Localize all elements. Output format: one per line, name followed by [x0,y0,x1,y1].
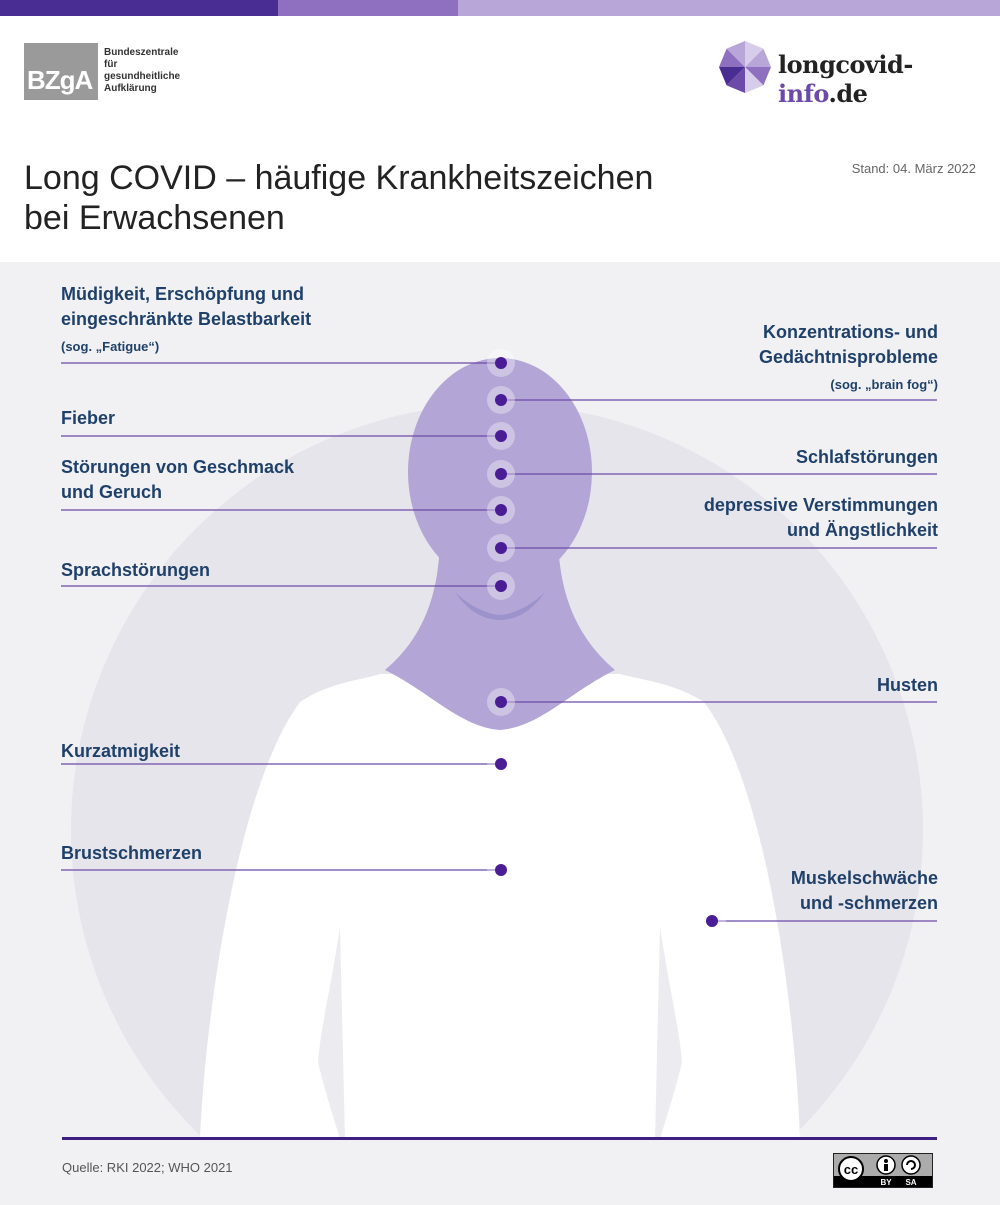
marker-dot-fatigue [495,357,507,369]
longcovid-logo-text [778,50,1000,108]
symptom-text: und Ängstlichkeit [786,520,938,540]
symptom-sub-brainfog: (sog. „brain fog“) [830,377,938,392]
bzga-logo-letters: BZgA [27,65,93,95]
cc-text: cc [843,1162,859,1177]
symptom-text: depressive Verstimmungen [703,495,938,515]
body-illustration [0,262,1000,1139]
symptom-label-kurzatmigkeit [61,739,180,764]
symptom-label-muskel [791,866,938,916]
marker-dot-brainfog [495,394,507,406]
sa-text: SA [905,1178,917,1187]
symptom-sub-fatigue: (sog. „Fatigue“) [61,339,160,354]
symptom-label-depressiv [704,493,938,543]
symptom-text: und -schmerzen [799,893,938,913]
symptom-text: Sprachstörungen [61,560,211,580]
symptom-text: Muskelschwäche [790,868,938,888]
bzga-name-line: Bundeszentrale [104,47,179,58]
logo-text-prefix: longcovid- [778,50,913,79]
marker-dot-depressiv [495,542,507,554]
symptom-label-brust [61,841,202,866]
page-title [24,158,724,238]
symptom-text: eingeschränkte Belastbarkeit [61,309,312,329]
source-note: Quelle: RKI 2022; WHO 2021 [62,1160,233,1175]
top-bar-segment-2 [278,0,458,16]
title-line: Long COVID – häufige Krankheitszeichen [24,159,654,197]
logo-text-suffix: .de [828,79,868,108]
symptom-text: Husten [876,675,938,695]
title-line: bei Erwachsenen [24,199,285,237]
symptom-text: Konzentrations- und [763,322,938,342]
marker-dot-husten [495,696,507,708]
top-bar-segment-3 [458,0,1000,16]
footer-rule [62,1137,937,1140]
date-stamp: Stand: 04. März 2022 [851,161,976,176]
symptom-text: Störungen von Geschmack [61,457,295,477]
symptom-text: Kurzatmigkeit [61,741,181,761]
marker-dot-schlaf [495,468,507,480]
marker-dot-sprache [495,580,507,592]
marker-dot-fieber [495,430,507,442]
bzga-name-line: Aufklärung [104,83,157,94]
symptom-label-brainfog [759,320,938,370]
symptom-text: und Geruch [61,482,163,502]
symptom-label-husten [877,673,938,698]
logo-text-accent: info [778,79,829,108]
symptom-label-fatigue [61,282,311,332]
marker-dot-geschmack [495,504,507,516]
by-text: BY [880,1178,892,1187]
bzga-name [104,47,204,95]
illustration-panel [0,262,1000,1139]
symptom-label-fieber [61,406,115,431]
umbrella-logo-icon [718,40,772,94]
symptom-text: Gedächtnisprobleme [758,347,938,367]
marker-dot-kurzatmigkeit [495,758,507,770]
top-bar-segment-1 [0,0,278,16]
symptom-label-geschmack [61,455,294,505]
symptom-text: Schlafstörungen [795,447,938,467]
marker-dot-muskel [706,915,718,927]
cc-badge-graphic [834,1154,932,1187]
symptom-label-sprache [61,558,210,583]
cc-license-badge[interactable] [833,1153,933,1188]
symptom-text: Brustschmerzen [61,843,203,863]
symptom-text: Fieber [61,408,116,428]
bzga-name-line: für [104,59,118,70]
symptom-label-schlaf [796,445,938,470]
bzga-name-line: gesundheitliche [104,71,181,82]
marker-dot-brust [495,864,507,876]
torso-shape [200,674,800,1139]
symptom-text: Müdigkeit, Erschöpfung und [61,284,304,304]
